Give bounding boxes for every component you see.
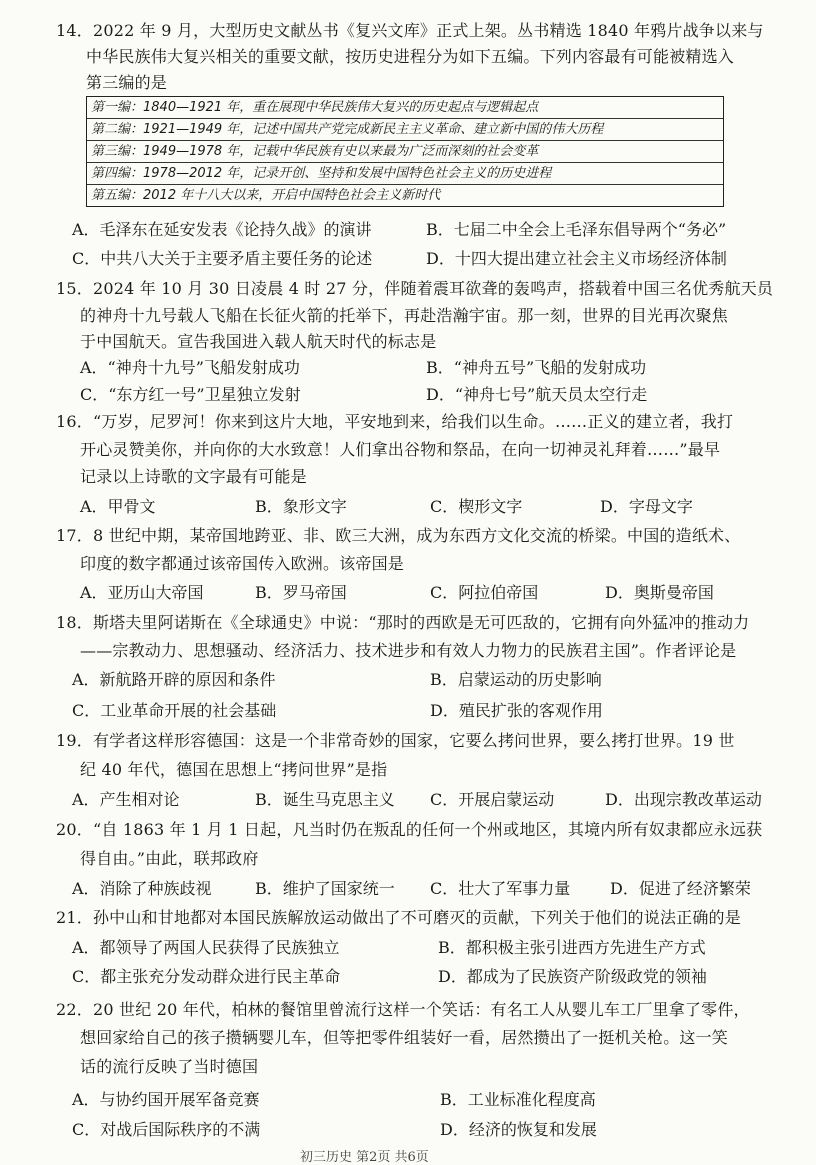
q15-stem-line-3: 于中国航天。宣告我国进入载人航天时代的标志是 <box>80 332 437 351</box>
q21-stem-line-1: 21．孙中山和甘地都对本国民族解放运动做出了不可磨灭的贡献，下列关于他们的说法正确的是 <box>56 908 741 927</box>
q16-stem-line-1: 16．“万岁，尼罗河！你来到这片大地，平安地到来，给我们以生命。……正义的建立者，我打 <box>56 412 734 431</box>
q19-option-a[interactable]: A．产生相对论 <box>72 790 180 809</box>
q14-table-row: 第五编：2012 年十八大以来，开启中国特色社会主义新时代 <box>91 188 441 203</box>
q17-option-c[interactable]: C．阿拉伯帝国 <box>430 583 539 602</box>
q19-option-c[interactable]: C．开展启蒙运动 <box>430 790 555 809</box>
q21-option-d[interactable]: D．都成为了民族资产阶级政党的领袖 <box>438 967 707 986</box>
q15-option-b[interactable]: B．“神舟五号”飞船的发射成功 <box>426 358 647 377</box>
q16-stem-line-2: 开心灵赞美你，并向你的大水致意！人们拿出谷物和祭品，在向一切神灵礼拜着……”最早 <box>80 440 721 459</box>
q20-stem-line-1: 20．“自 1863 年 1 月 1 日起，凡当时仍在叛乱的任何一个州或地区，其境内所有奴隶都应永远获 <box>56 820 763 839</box>
q22-option-b[interactable]: B．工业标准化程度高 <box>440 1090 596 1109</box>
q17-option-a[interactable]: A．亚历山大帝国 <box>80 583 204 602</box>
q18-stem-line-2: ——宗教动力、思想骚动、经济活力、技术进步和有效人力物力的民族君主国”。作者评论是 <box>80 641 737 660</box>
q15-option-c[interactable]: C．“东方红一号”卫星独立发射 <box>80 385 301 404</box>
q19-option-d[interactable]: D．出现宗教改革运动 <box>605 790 762 809</box>
q16-stem-line-3: 记录以上诗歌的文字最有可能是 <box>80 467 307 486</box>
q14-table-row: 第三编：1949—1978 年，记载中华民族有史以来最为广泛而深刻的社会变革 <box>87 141 723 163</box>
q18-option-b[interactable]: B．启蒙运动的历史影响 <box>430 670 602 689</box>
q18-stem-line-1: 18．斯塔夫里阿诺斯在《全球通史》中说：“那时的西欧是无可匹敌的，它拥有向外猛冲的推动力 <box>56 613 750 632</box>
q16-option-a[interactable]: A．甲骨文 <box>80 497 156 516</box>
q22-option-c[interactable]: C．对战后国际秩序的不满 <box>72 1120 261 1139</box>
q20-option-a[interactable]: A．消除了种族歧视 <box>72 879 212 898</box>
q14-option-a[interactable]: A．毛泽东在延安发表《论持久战》的演讲 <box>72 220 372 239</box>
q22-option-d[interactable]: D．经济的恢复和发展 <box>440 1120 597 1139</box>
q22-stem-line-2: 想回家给自己的孩子攒辆婴儿车，但等把零件组装好一看，居然攒出了一挺机关枪。这一笑 <box>80 1028 729 1047</box>
q14-table-row: 第二编：1921—1949 年，记述中国共产党完成新民主主义革命、建立新中国的伟大历程 <box>87 119 723 141</box>
q16-option-c[interactable]: C．楔形文字 <box>430 497 523 516</box>
q20-stem-line-2: 得自由。”由此，联邦政府 <box>80 849 259 868</box>
q20-option-b[interactable]: B．维护了国家统一 <box>255 879 395 898</box>
q16-option-d[interactable]: D．字母文字 <box>600 497 693 516</box>
q14-option-b[interactable]: B．七届二中全会上毛泽东倡导两个“务必” <box>426 220 727 239</box>
q19-stem-line-1: 19．有学者这样形容德国：这是一个非常奇妙的国家，它要么拷问世界，要么拷打世界。19 世 <box>56 731 735 750</box>
q14-table <box>86 96 724 207</box>
q18-option-d[interactable]: D．殖民扩张的客观作用 <box>430 701 603 720</box>
q22-option-a[interactable]: A．与协约国开展军备竞赛 <box>72 1090 260 1109</box>
q18-option-a[interactable]: A．新航路开辟的原因和条件 <box>72 670 276 689</box>
q22-stem-line-1: 22．20 世纪 20 年代，柏林的餐馆里曾流行这样一个笑话：有名工人从婴儿车工厂里拿了零件， <box>56 1000 750 1019</box>
q17-option-d[interactable]: D．奥斯曼帝国 <box>605 583 714 602</box>
q14-table-row: 第四编：1978—2012 年，记录开创、坚持和发展中国特色社会主义的历史进程 <box>87 163 723 185</box>
q14-table-row: 第一编：1840—1921 年，重在展现中华民族伟大复兴的历史起点与逻辑起点 <box>87 97 723 119</box>
q16-option-b[interactable]: B．象形文字 <box>255 497 347 516</box>
q14-stem-line-3: 第三编的是 <box>86 73 168 92</box>
page-footer: 初三历史 第2页 共6页 <box>300 1150 429 1165</box>
q17-stem-line-2: 印度的数字都通过该帝国传入欧洲。该帝国是 <box>80 554 405 573</box>
q14-option-d[interactable]: D．十四大提出建立社会主义市场经济体制 <box>426 249 727 268</box>
q20-option-d[interactable]: D．促进了经济繁荣 <box>610 879 751 898</box>
q14-stem-line-2: 中华民族伟大复兴相关的重要文献，按历史进程分为如下五编。下列内容最有可能被精选入 <box>86 47 735 66</box>
q21-option-c[interactable]: C．都主张充分发动群众进行民主革命 <box>72 967 341 986</box>
q21-option-a[interactable]: A．都领导了两国人民获得了民族独立 <box>72 938 340 957</box>
q18-option-c[interactable]: C．工业革命开展的社会基础 <box>72 701 277 720</box>
q15-stem-line-1: 15．2024 年 10 月 30 日凌晨 4 时 27 分，伴随着震耳欲聋的轰鸣声，搭载着中国三名优秀航天员 <box>56 279 774 298</box>
q20-option-c[interactable]: C．壮大了军事力量 <box>430 879 571 898</box>
q19-stem-line-2: 纪 40 年代，德国在思想上“拷问世界”是指 <box>80 760 388 779</box>
q17-option-b[interactable]: B．罗马帝国 <box>255 583 347 602</box>
q14-option-c[interactable]: C．中共八大关于主要矛盾主要任务的论述 <box>72 249 373 268</box>
q17-stem-line-1: 17．8 世纪中期，某帝国地跨亚、非、欧三大洲，成为东西方文化交流的桥梁。中国的造纸术、 <box>56 526 741 545</box>
q21-option-b[interactable]: B．都积极主张引进西方先进生产方式 <box>438 938 706 957</box>
q15-option-d[interactable]: D．“神舟七号”航天员太空行走 <box>426 385 648 404</box>
q15-stem-line-2: 的神舟十九号载人飞船在长征火箭的托举下，再赴浩瀚宇宙。那一刻，世界的目光再次聚焦 <box>80 306 729 325</box>
q15-option-a[interactable]: A．“神舟十九号”飞船发射成功 <box>80 358 300 377</box>
q19-option-b[interactable]: B．诞生马克思主义 <box>255 790 395 809</box>
q22-stem-line-3: 话的流行反映了当时德国 <box>80 1057 259 1076</box>
q14-stem-line-1: 14．2022 年 9 月，大型历史文献丛书《复兴文库》正式上架。丛书精选 1840 年鸦片战争以来与 <box>56 21 764 40</box>
